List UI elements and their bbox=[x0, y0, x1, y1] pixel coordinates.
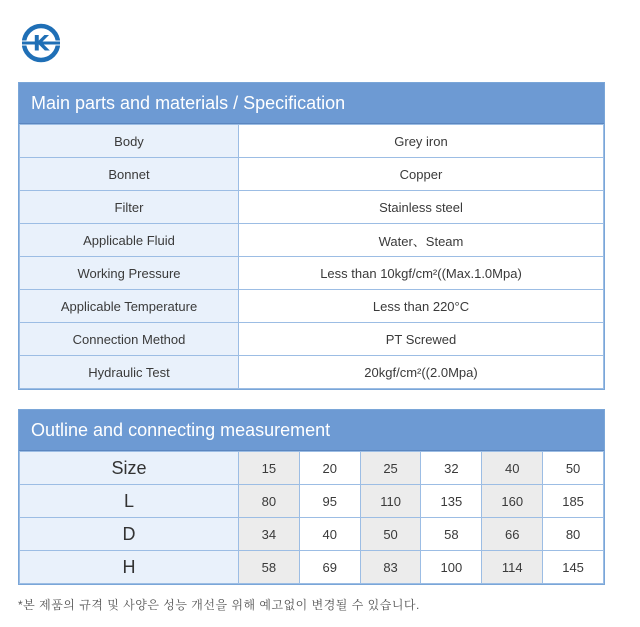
measurement-cell: 20 bbox=[299, 452, 360, 485]
brand-logo bbox=[20, 22, 62, 64]
measurement-cell: 80 bbox=[239, 485, 300, 518]
spec-label: Filter bbox=[20, 191, 239, 224]
spec-label: Hydraulic Test bbox=[20, 356, 239, 389]
measurement-table bbox=[19, 451, 604, 584]
measurement-cell: 50 bbox=[360, 518, 421, 551]
measurement-cell: 100 bbox=[421, 551, 482, 584]
measurement-cell: 40 bbox=[482, 452, 543, 485]
spec-value: Water、Steam bbox=[239, 224, 604, 257]
measurement-cell: 40 bbox=[299, 518, 360, 551]
spec-value: Copper bbox=[239, 158, 604, 191]
footnote: *본 제품의 규격 및 사양은 성능 개선을 위해 예고없이 변경될 수 있습니다. bbox=[18, 598, 420, 612]
measurement-label: Size bbox=[20, 452, 239, 485]
table-row bbox=[20, 323, 604, 356]
spec-table bbox=[19, 124, 604, 389]
measurement-cell: 160 bbox=[482, 485, 543, 518]
measurement-cell: 95 bbox=[299, 485, 360, 518]
measurement-cell: 34 bbox=[239, 518, 300, 551]
measurement-cell: 110 bbox=[360, 485, 421, 518]
table-row bbox=[20, 125, 604, 158]
measurement-label: L bbox=[20, 485, 239, 518]
measurement-cell: 15 bbox=[239, 452, 300, 485]
measurement-cell: 58 bbox=[421, 518, 482, 551]
measurement-cell: 145 bbox=[543, 551, 604, 584]
measurement-cell: 58 bbox=[239, 551, 300, 584]
logo-letter: K bbox=[32, 31, 50, 56]
table-row bbox=[20, 191, 604, 224]
table-row bbox=[20, 518, 604, 551]
measurement-label: D bbox=[20, 518, 239, 551]
table-row bbox=[20, 290, 604, 323]
measurement-cell: 83 bbox=[360, 551, 421, 584]
spec-value: Less than 10kgf/cm²((Max.1.0Mpa) bbox=[239, 257, 604, 290]
measurement-cell: 185 bbox=[543, 485, 604, 518]
measurement-cell: 32 bbox=[421, 452, 482, 485]
spec-label: Working Pressure bbox=[20, 257, 239, 290]
spec-value: Grey iron bbox=[239, 125, 604, 158]
measurement-section bbox=[18, 409, 605, 585]
spec-label: Applicable Fluid bbox=[20, 224, 239, 257]
spec-section bbox=[18, 82, 605, 390]
table-row bbox=[20, 485, 604, 518]
table-row bbox=[20, 224, 604, 257]
measurement-title: Outline and connecting measurement bbox=[19, 410, 604, 451]
spec-label: Bonnet bbox=[20, 158, 239, 191]
spec-label: Body bbox=[20, 125, 239, 158]
measurement-cell: 50 bbox=[543, 452, 604, 485]
table-row bbox=[20, 158, 604, 191]
spec-value: Less than 220°C bbox=[239, 290, 604, 323]
table-row bbox=[20, 356, 604, 389]
spec-label: Applicable Temperature bbox=[20, 290, 239, 323]
table-row bbox=[20, 452, 604, 485]
spec-value: Stainless steel bbox=[239, 191, 604, 224]
brand-logo-icon bbox=[20, 22, 62, 64]
spec-value: PT Screwed bbox=[239, 323, 604, 356]
table-row bbox=[20, 551, 604, 584]
measurement-label: H bbox=[20, 551, 239, 584]
spec-label: Connection Method bbox=[20, 323, 239, 356]
measurement-cell: 114 bbox=[482, 551, 543, 584]
table-row bbox=[20, 257, 604, 290]
spec-value: 20kgf/cm²((2.0Mpa) bbox=[239, 356, 604, 389]
spec-title: Main parts and materials / Specification bbox=[19, 83, 604, 124]
measurement-cell: 66 bbox=[482, 518, 543, 551]
measurement-cell: 80 bbox=[543, 518, 604, 551]
measurement-cell: 25 bbox=[360, 452, 421, 485]
measurement-cell: 135 bbox=[421, 485, 482, 518]
measurement-cell: 69 bbox=[299, 551, 360, 584]
